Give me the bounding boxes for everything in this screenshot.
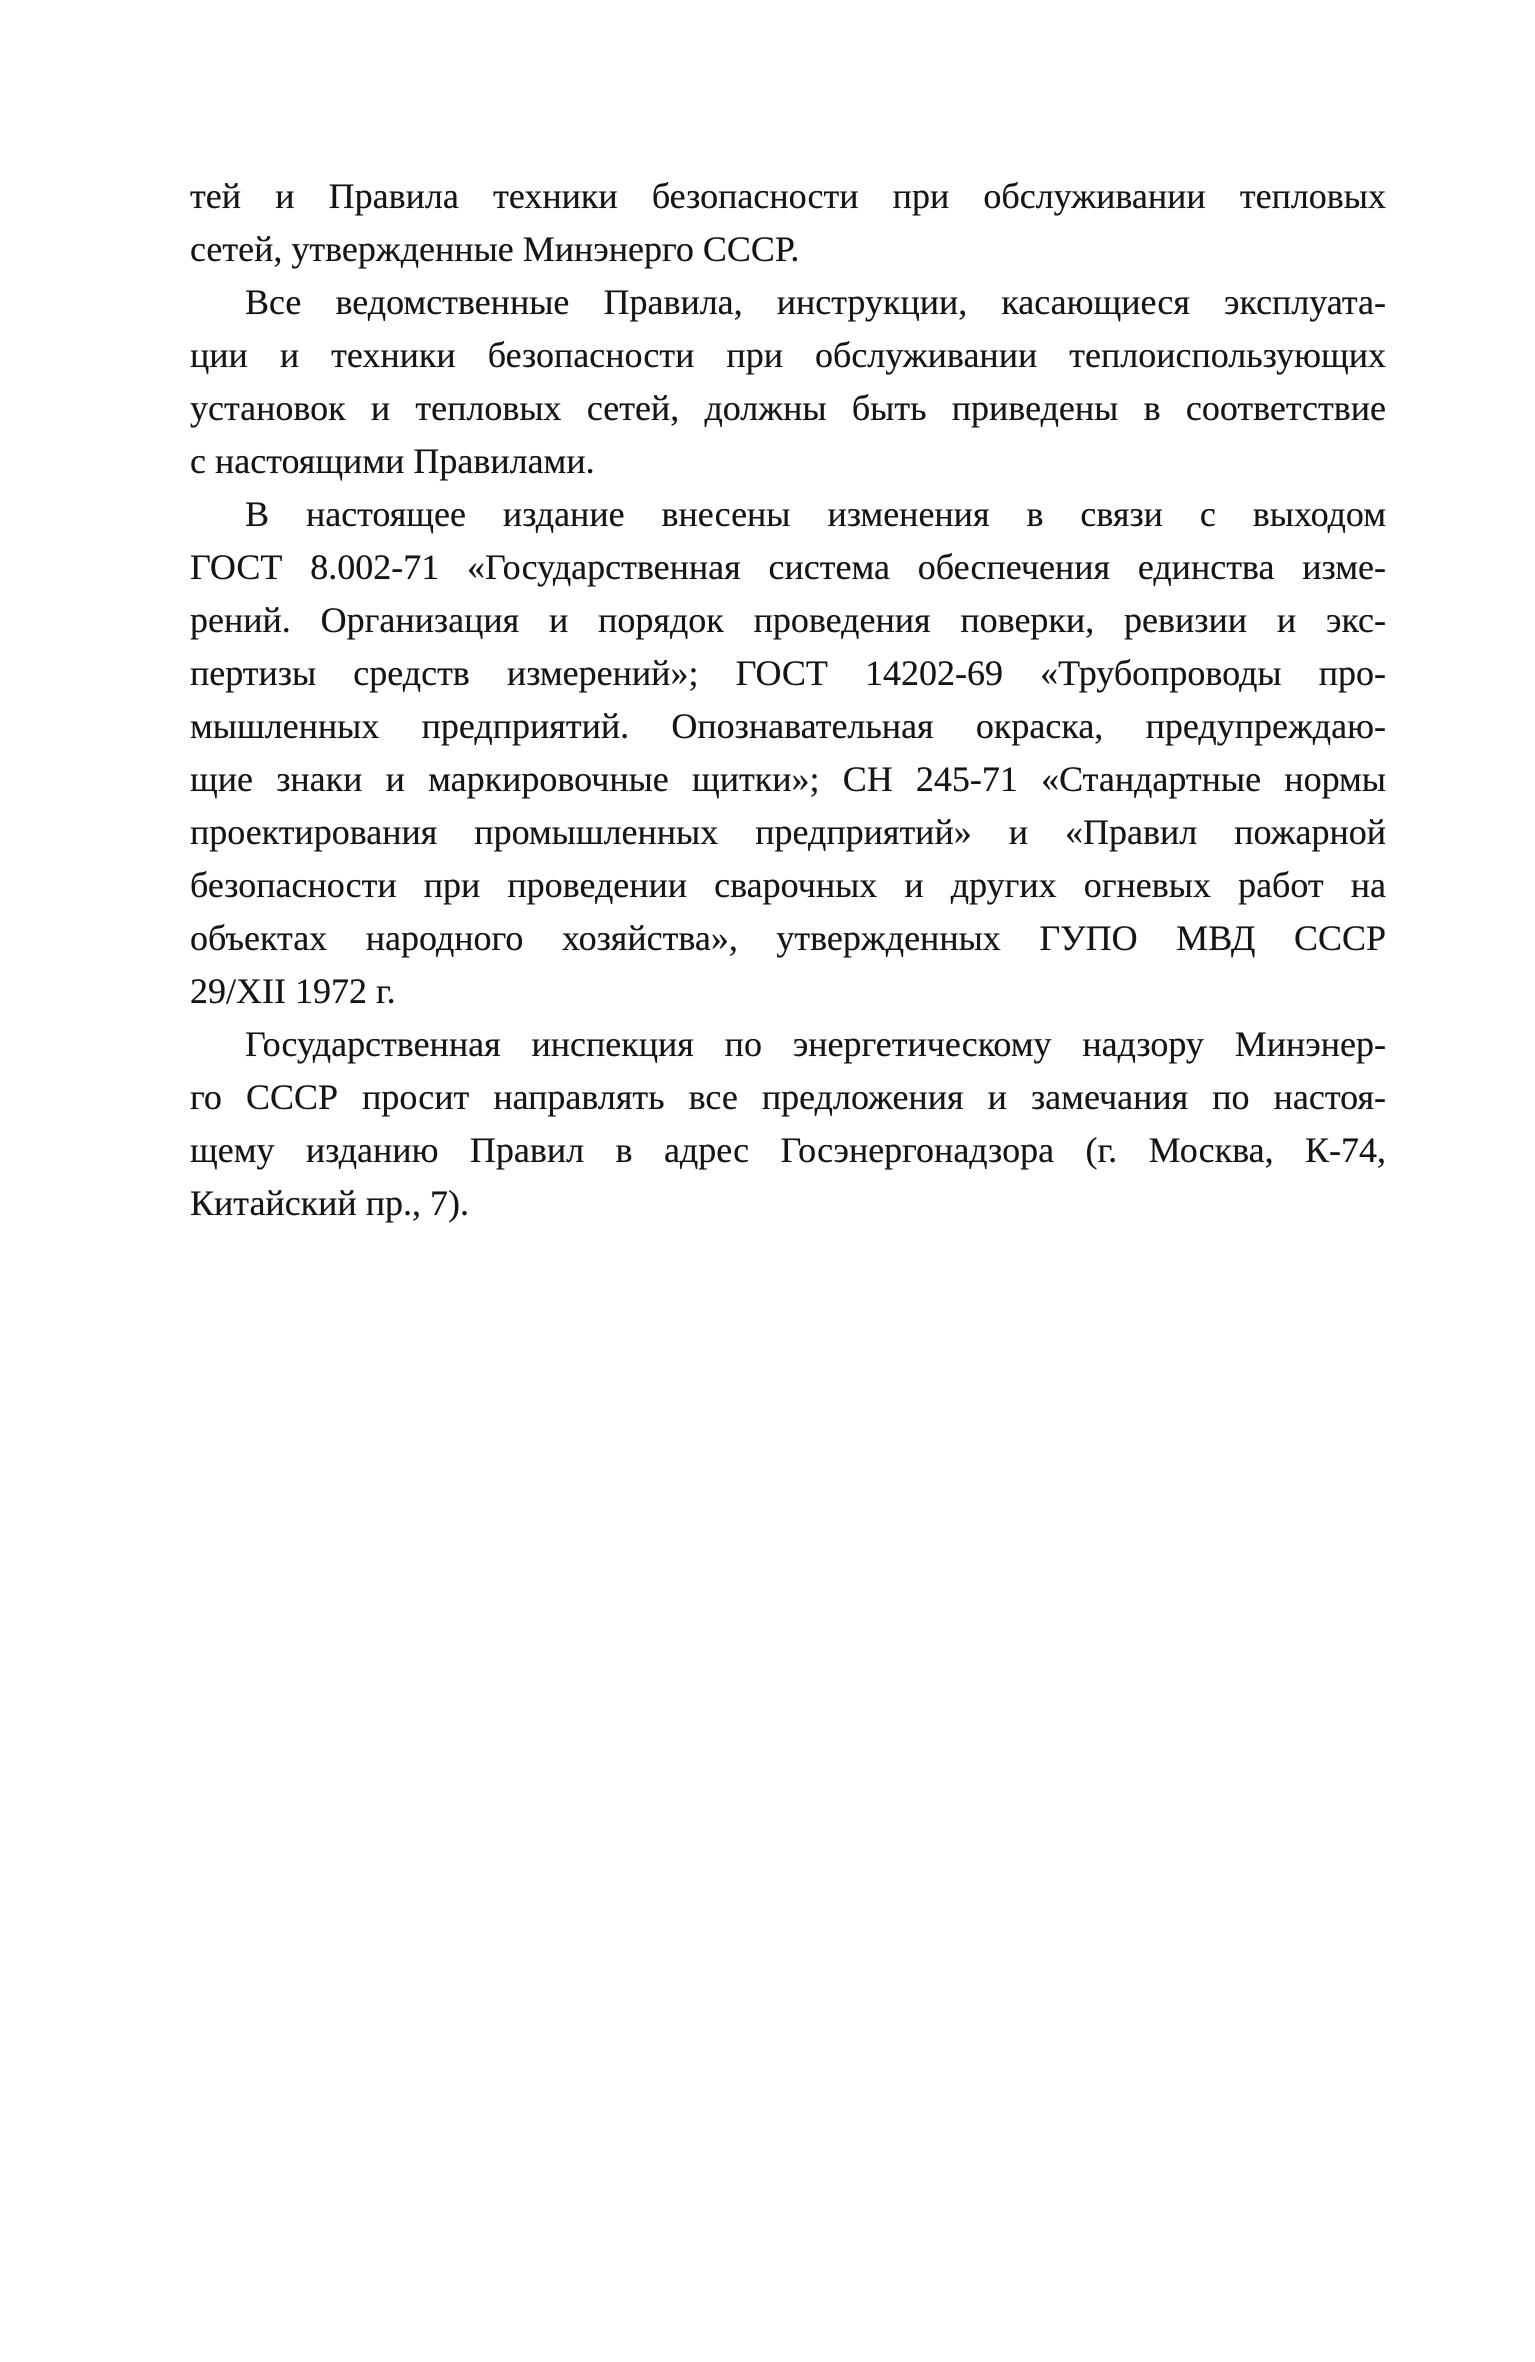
text-line: Все ведомственные Правила, инструкции, касающиеся эксплуата- bbox=[245, 282, 1386, 322]
paragraph bbox=[190, 276, 1386, 488]
text-line: проектирования промышленных предприятий» и «Правил пожарной bbox=[190, 812, 1386, 852]
text-line: В настоящее издание внесены изменения в связи с выходом bbox=[245, 494, 1386, 534]
text-line: щему изданию Правил в адрес Госэнергонадзора (г. Москва, К-74, bbox=[190, 1130, 1386, 1170]
text-line: установок и тепловых сетей, должны быть приведены в соответствие bbox=[190, 388, 1386, 428]
text-line: безопасности при проведении сварочных и других огневых работ на bbox=[190, 865, 1386, 905]
text-line: объектах народного хозяйства», утвержденных ГУПО МВД СССР bbox=[190, 918, 1386, 958]
text-line: с настоящими Правилами. bbox=[190, 441, 595, 481]
text-line: мышленных предприятий. Опознавательная окраска, предупреждаю- bbox=[190, 706, 1386, 746]
paragraph bbox=[190, 1018, 1386, 1230]
text-line: щие знаки и маркировочные щитки»; СН 245-71 «Стандартные нормы bbox=[190, 759, 1386, 799]
text-line: Государственная инспекция по энергетическому надзору Минэнер- bbox=[245, 1024, 1386, 1064]
text-line: 29/XII 1972 г. bbox=[190, 971, 396, 1011]
paragraph bbox=[190, 170, 1386, 276]
text-line: пертизы средств измерений»; ГОСТ 14202-69 «Трубопроводы про- bbox=[190, 653, 1386, 693]
paragraph bbox=[190, 488, 1386, 1018]
text-line: рений. Организация и порядок проведения поверки, ревизии и экс- bbox=[190, 600, 1386, 640]
text-line: тей и Правила техники безопасности при обслуживании тепловых bbox=[190, 176, 1386, 216]
text-line: Китайский пр., 7). bbox=[190, 1183, 469, 1223]
text-block bbox=[190, 170, 1386, 1230]
text-line: ГОСТ 8.002-71 «Государственная система обеспечения единства изме- bbox=[190, 547, 1386, 587]
text-line: сетей, утвержденные Минэнерго СССР. bbox=[190, 229, 800, 269]
text-line: го СССР просит направлять все предложения и замечания по настоя- bbox=[190, 1077, 1386, 1117]
text-line: ции и техники безопасности при обслуживании теплоиспользующих bbox=[190, 335, 1386, 375]
